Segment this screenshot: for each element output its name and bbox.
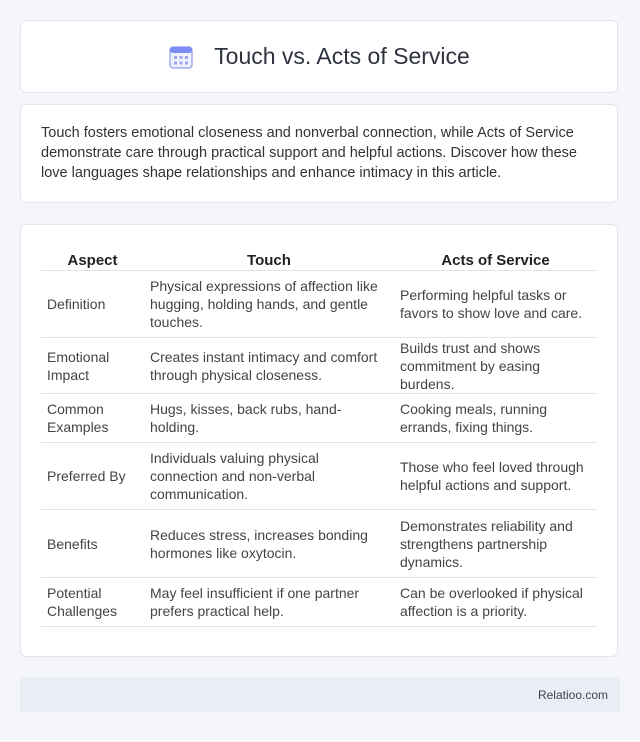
table-row bbox=[41, 338, 597, 394]
row-aspect: Potential Challenges bbox=[41, 578, 144, 627]
table-row bbox=[41, 578, 597, 627]
row-acts-of-service: Can be overlooked if physical affection is a priority. bbox=[394, 578, 597, 627]
row-aspect: Emotional Impact bbox=[41, 338, 144, 394]
column-header-acts-of-service: Acts of Service bbox=[394, 246, 597, 271]
header-card bbox=[20, 20, 618, 93]
row-aspect: Common Examples bbox=[41, 394, 144, 443]
row-acts-of-service: Demonstrates reliability and strengthens partnership dynamics. bbox=[394, 510, 597, 578]
row-acts-of-service: Builds trust and shows commitment by easing burdens. bbox=[394, 338, 597, 394]
row-acts-of-service: Performing helpful tasks or favors to show love and care. bbox=[394, 271, 597, 338]
table-row bbox=[41, 443, 597, 510]
intro-text: Touch fosters emotional closeness and nonverbal connection, while Acts of Service demonstrate care through practical support and helpful actions. Discover how these love languages shape relationships and enhance intimacy in this article. bbox=[41, 125, 577, 181]
page-title: Touch vs. Acts of Service bbox=[214, 43, 470, 69]
table-row bbox=[41, 271, 597, 338]
row-touch: Creates instant intimacy and comfort through physical closeness. bbox=[144, 338, 394, 394]
column-header-touch: Touch bbox=[144, 246, 394, 271]
footer-bar bbox=[20, 678, 620, 712]
calendar-icon bbox=[168, 44, 194, 70]
table-row bbox=[41, 510, 597, 578]
row-acts-of-service: Cooking meals, running errands, fixing things. bbox=[394, 394, 597, 443]
row-touch: Hugs, kisses, back rubs, hand-holding. bbox=[144, 394, 394, 443]
column-header-aspect: Aspect bbox=[41, 246, 144, 271]
table-row bbox=[41, 394, 597, 443]
row-touch: Individuals valuing physical connection and non-verbal communication. bbox=[144, 443, 394, 510]
row-touch: Physical expressions of affection like hugging, holding hands, and gentle touches. bbox=[144, 271, 394, 338]
footer-brand[interactable]: Relatioo.com bbox=[537, 688, 608, 702]
row-acts-of-service: Those who feel loved through helpful actions and support. bbox=[394, 443, 597, 510]
row-aspect: Benefits bbox=[41, 510, 144, 578]
row-aspect: Preferred By bbox=[41, 443, 144, 510]
row-touch: Reduces stress, increases bonding hormones like oxytocin. bbox=[144, 510, 394, 578]
row-touch: May feel insufficient if one partner prefers practical help. bbox=[144, 578, 394, 627]
table-header-row bbox=[41, 246, 597, 271]
intro-card bbox=[20, 104, 618, 203]
comparison-card bbox=[20, 224, 618, 657]
comparison-table bbox=[41, 246, 597, 627]
row-aspect: Definition bbox=[41, 271, 144, 338]
